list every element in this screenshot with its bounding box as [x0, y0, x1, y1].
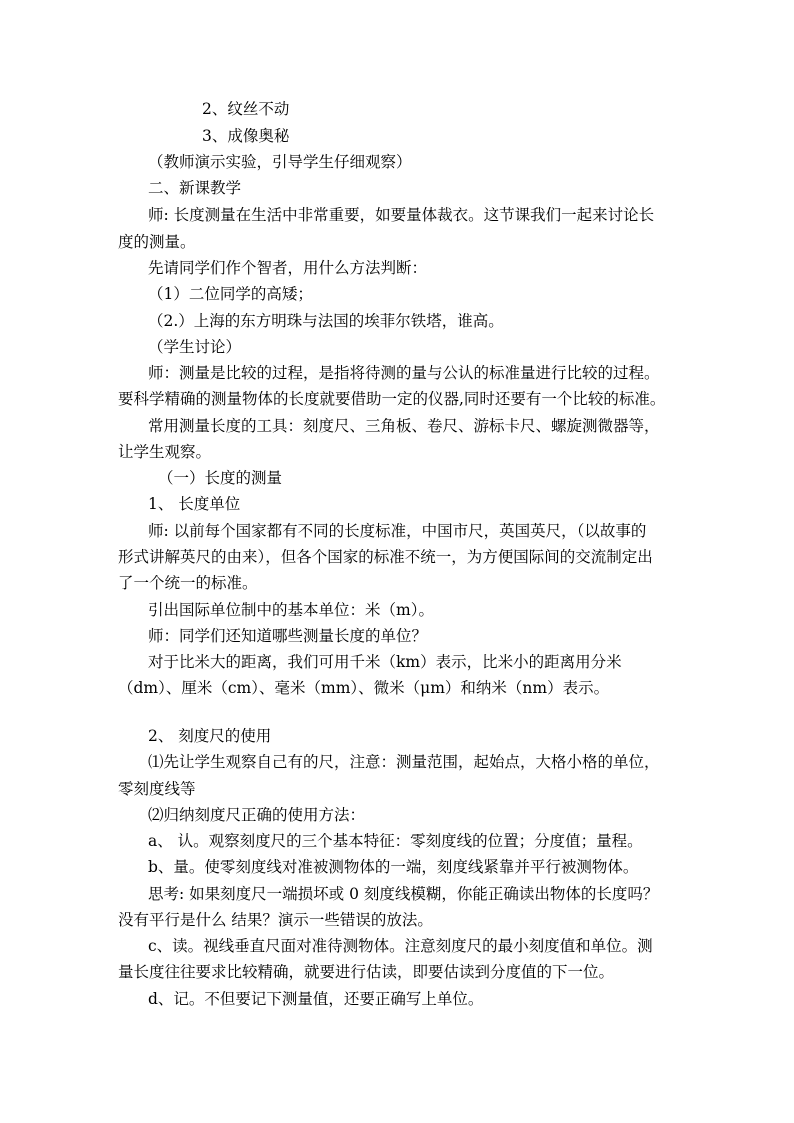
question-item: （1）二位同学的高矮；: [148, 285, 313, 303]
question-item: （2.）上海的东方明珠与法国的埃菲尔铁塔，谁高。: [148, 312, 504, 330]
step-item-b: b、量。使零刻度线对准被测物体的一端，刻度线紧靠并平行被测物体。: [148, 858, 639, 876]
paragraph-line: 没有平行是什么 结果？演示一些错误的放法。: [118, 911, 433, 929]
student-discussion-note: （学生讨论）: [148, 338, 242, 356]
subsection-heading-length-unit: 1、 长度单位: [148, 495, 241, 513]
paragraph-line: （dm）、厘米（cm）、毫米（mm）、微米（μm）和纳米（nm）表示。: [118, 679, 610, 697]
step-item-a: a、 认。观察刻度尺的三个基本特征：零刻度线的位置；分度值；量程。: [148, 832, 643, 850]
step-item-d: d、记。不但要记下测量值，还要正确写上单位。: [148, 990, 484, 1008]
subsection-heading-length-measurement: （一）长度的测量: [158, 469, 283, 487]
paragraph-line: 常用测量长度的工具：刻度尺、三角板、卷尺、游标卡尺、螺旋测微器等，: [148, 417, 660, 435]
paragraph-line: 了一个统一的标准。: [118, 574, 258, 592]
paragraph-line: 零刻度线等: [118, 780, 196, 798]
paragraph-line: 让学生观察。: [118, 443, 212, 461]
teacher-note: （教师演示实验，引导学生仔细观察）: [148, 153, 412, 171]
paragraph-line: ⑵归纳刻度尺正确的使用方法：: [148, 806, 366, 824]
paragraph-line: 度的测量。: [118, 233, 196, 251]
paragraph-line: 引出国际单位制中的基本单位：米（m）。: [148, 601, 434, 619]
paragraph-line: 师: 以前每个国家都有不同的长度标准，中国市尺，英国英尺，（以故事的: [148, 522, 647, 540]
paragraph-line: 要科学精确的测量物体的长度就要借助一定的仪器,同时还要有一个比较的标准。: [118, 390, 666, 408]
list-item-3: 3、成像奥秘: [202, 127, 290, 145]
paragraph-line: 师：测量是比较的过程，是指将待测的量与公认的标准量进行比较的过程。: [148, 364, 660, 382]
step-item-c: c、读。视线垂直尺面对准待测物体。注意刻度尺的最小刻度值和单位。测: [148, 937, 653, 955]
paragraph-line: 形式讲解英尺的由来），但各个国家的标准不统一，为方便国际间的交流制定出: [118, 548, 653, 566]
section-heading-new-lesson: 二、新课教学: [148, 179, 242, 197]
paragraph-line: ⑴先让学生观察自己有的尺，注意：测量范围，起始点，大格小格的单位，: [148, 753, 660, 771]
subsection-heading-ruler-usage: 2、 刻度尺的使用: [148, 727, 272, 745]
paragraph-line: 师：同学们还知道哪些测量长度的单位？: [148, 627, 428, 645]
paragraph-line: 思考: 如果刻度尺一端损坏或 0 刻度线模糊，你能正确读出物体的长度吗？: [148, 885, 659, 903]
paragraph-line: 先请同学们作个智者，用什么方法判断：: [148, 259, 428, 277]
list-item-2: 2、纹丝不动: [202, 100, 290, 118]
paragraph-line: 对于比米大的距离，我们可用千米（km）表示，比米小的距离用分米: [148, 653, 622, 671]
paragraph-line: 量长度往往要求比较精确，就要进行估读，即要估读到分度值的下一位。: [118, 963, 615, 981]
paragraph-line: 师: 长度测量在生活中非常重要，如要量体裁衣。这节课我们一起来讨论长: [148, 206, 655, 224]
